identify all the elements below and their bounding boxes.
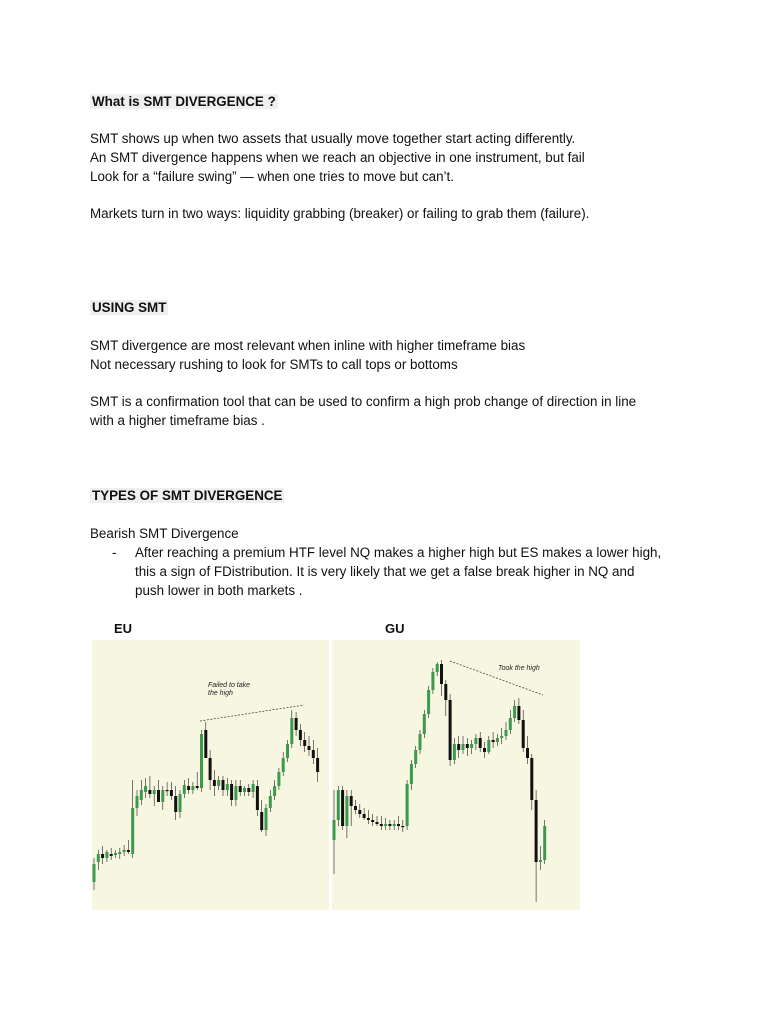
candle-body [230,784,233,800]
candlestick [393,820,396,830]
candle-body [410,764,413,784]
candle-body [93,864,96,882]
candlestick [226,778,229,796]
candle-body [161,790,164,802]
candlestick [123,845,126,856]
candle-body [522,720,525,748]
candlestick [479,732,482,752]
candlestick [367,810,370,824]
candle-body [131,808,134,854]
candle-body [393,824,396,826]
candlestick [526,736,529,764]
candlestick [97,850,100,870]
bullet-line: push lower in both markets . [135,583,303,598]
candle-body [308,746,311,750]
candlestick [118,848,121,859]
candle-body [110,854,113,856]
paragraph-line: Look for a “failure swing” — when one tries to move but can’t. [90,169,454,184]
candle-body [436,664,439,672]
candle-body [453,744,456,760]
candlestick [358,804,361,818]
candlestick [303,732,306,752]
candlestick [397,816,400,830]
candlestick [299,724,302,746]
candlestick [140,780,143,805]
candle-body [217,780,220,786]
candlestick [333,790,336,874]
candlestick [260,800,263,832]
candlestick [350,790,353,826]
candlestick [308,736,311,756]
candlestick [191,782,194,794]
candlestick [174,786,177,820]
candlestick [286,740,289,762]
candlestick [363,808,366,820]
candle-body [286,744,289,758]
bullet-marker: - [112,545,117,560]
candle-body [358,810,361,814]
candlestick [110,848,113,860]
candlestick [371,814,374,826]
candle-body [183,785,186,794]
candle-body [153,790,156,794]
candle-body [470,744,473,748]
candle-body [243,788,246,792]
candle-body [265,808,268,830]
candlestick [114,850,117,858]
candlestick [252,780,255,798]
candlestick [131,780,134,858]
candle-body [148,790,151,794]
candlestick [209,750,212,790]
candlestick [388,820,391,830]
bullet-line: After reaching a premium HTF level NQ makes a higher high but ES makes a lower high, [135,545,662,560]
candle-body [260,812,263,830]
candlestick [239,780,242,796]
candlestick [530,754,533,810]
candle-body [419,734,422,750]
candlestick [200,730,203,792]
paragraph-line: Not necessary rushing to look for SMTs to call tops or bottoms [90,357,458,372]
candle-body [449,700,452,760]
candle-body [462,744,465,750]
candlestick [153,786,156,806]
candlestick [234,780,237,806]
bullet-line: this a sign of FDistribution. It is very likely that we get a false break higher in NQ and [135,564,635,579]
subheading-bearish-smt: Bearish SMT Divergence [90,526,239,541]
candle-body [234,786,237,800]
candlestick [470,740,473,754]
candle-body [380,824,383,826]
candlestick [269,790,272,812]
candlestick [136,790,139,816]
candle-body [157,790,160,802]
eu-divergence-line [200,705,304,721]
candlestick [148,776,151,798]
eu-chart-canvas [92,640,329,910]
candle-body [174,796,177,812]
candle-body [384,824,387,826]
paragraph-line: with a higher timeframe bias . [90,413,265,428]
candle-body [406,784,409,826]
candle-body [337,790,340,820]
candlestick [487,736,490,754]
candle-body [312,750,315,758]
candle-body [303,740,306,746]
candlestick [440,660,443,696]
candle-body [371,820,374,822]
candlestick [483,742,486,758]
candlestick [462,736,465,754]
section-heading-what-is-smt: What is SMT DIVERGENCE ? [92,94,276,109]
candle-body [226,784,229,790]
candle-body [367,818,370,820]
candlestick [337,786,340,826]
candle-body [222,780,225,790]
candlestick [170,782,173,800]
paragraph-line: An SMT divergence happens when we reach an objective in one instrument, but fail [90,150,585,165]
candlestick [265,804,268,836]
candle-body [474,738,477,744]
eu-annotation: the high [208,690,233,697]
eu-candlestick-chart [92,640,329,910]
candlestick [277,768,280,790]
candle-body [401,826,404,827]
candle-body [114,853,117,855]
candle-body [105,852,108,858]
candle-body [505,730,508,736]
candlestick [517,698,520,724]
candlestick [312,740,315,764]
candlestick [183,780,186,798]
candle-body [256,786,259,810]
candlestick [406,780,409,830]
candle-body [213,780,216,786]
candle-body [299,730,302,740]
candlestick [247,784,250,796]
paragraph-line: SMT divergence are most relevant when inline with higher timeframe bias [90,338,526,353]
candle-body [539,860,542,862]
candlestick [316,748,319,782]
candle-body [517,706,520,720]
candlestick [431,668,434,694]
candle-body [363,814,366,818]
candlestick [419,730,422,754]
candlestick [449,694,452,766]
candle-body [414,750,417,764]
candle-body [144,786,147,792]
candle-body [140,790,143,800]
candlestick [513,700,516,722]
candlestick [423,710,426,738]
candle-body [196,786,199,788]
candle-body [282,758,285,772]
candle-body [543,826,546,860]
candle-body [290,718,293,744]
candle-body [179,794,182,812]
candle-body [483,748,486,752]
paragraph-line: SMT is a confirmation tool that can be used to confirm a high prob change of direction in line [90,394,637,409]
chart-label-gu: GU [385,621,405,636]
candle-body [509,718,512,730]
gu-annotation: Took the high [498,665,540,672]
candle-body [354,806,357,810]
candlestick [161,786,164,810]
candlestick [196,772,199,790]
candlestick [509,710,512,734]
candle-body [341,790,344,826]
candlestick [492,732,495,748]
candle-body [513,706,516,718]
candle-body [316,758,319,772]
candlestick [466,738,469,756]
candle-body [333,820,336,840]
candlestick [539,846,542,870]
candlestick [187,778,190,794]
candlestick [290,710,293,748]
eu-annotation: Failed to take [208,682,251,689]
candlestick [341,786,344,830]
candlestick [295,712,298,736]
candle-body [200,734,203,788]
candlestick [384,818,387,830]
candlestick [543,820,546,864]
candle-body [273,786,276,796]
candle-body [239,786,242,792]
candle-body [295,718,298,730]
gu-candlestick-chart [332,640,580,910]
candle-body [440,664,443,684]
candlestick [427,686,430,718]
candle-body [247,788,250,792]
candle-body [350,796,353,806]
candle-body [101,854,104,858]
candlestick [522,710,525,752]
candle-body [487,740,490,752]
candlestick [101,846,104,864]
candle-body [170,790,173,796]
candle-body [376,822,379,824]
candle-body [123,850,126,852]
candle-body [345,796,348,826]
candlestick [457,736,460,758]
candle-body [431,672,434,690]
candlestick [213,770,216,796]
candlestick [256,780,259,816]
candle-body [136,796,139,808]
candle-body [118,852,121,854]
candlestick [345,790,348,838]
candle-body [444,684,447,700]
candle-body [526,748,529,758]
candlestick [230,780,233,806]
candle-body [269,796,272,808]
candlestick [535,790,538,902]
candle-body [209,758,212,780]
candlestick [505,722,508,740]
candle-body [166,790,169,791]
chart-label-eu: EU [114,621,133,636]
candlestick [179,790,182,818]
candle-body [423,714,426,734]
candle-body [500,736,503,738]
candle-body [535,800,538,862]
candlestick [157,780,160,802]
paragraph-line: SMT shows up when two assets that usually move together start acting differently. [90,131,576,146]
candlestick [474,734,477,750]
candle-body [492,740,495,742]
candlestick [496,734,499,746]
candle-body [127,850,130,852]
candle-body [530,758,533,800]
candlestick [127,840,130,854]
candlestick [282,752,285,776]
candlestick [444,680,447,716]
candlestick [217,776,220,790]
candle-body [397,824,400,826]
candlestick [204,722,207,758]
candlestick [93,858,96,890]
candlestick [401,820,404,832]
candlestick [166,782,169,796]
candlestick [436,662,439,676]
candlestick [410,760,413,790]
candlestick [105,850,108,862]
candlestick [144,778,147,798]
candlestick [453,738,456,764]
section-heading-types: TYPES OF SMT DIVERGENCE [92,488,283,503]
candle-body [187,786,190,790]
candle-body [252,784,255,792]
candlestick [380,816,383,830]
candlestick [243,786,246,796]
candle-body [97,854,100,862]
candle-body [204,730,207,758]
candlestick [500,728,503,744]
candlestick [414,746,417,768]
candle-body [191,786,194,790]
candlestick [376,816,379,826]
candle-body [388,824,391,826]
candle-body [277,772,280,786]
candle-body [496,738,499,742]
candlestick [354,800,357,814]
candle-body [466,744,469,748]
candlestick [273,780,276,800]
gu-chart-canvas [332,640,580,910]
candlestick [222,776,225,796]
candle-body [427,690,430,714]
section-heading-using-smt: USING SMT [92,300,167,315]
candle-body [479,738,482,748]
candle-body [457,744,460,750]
paragraph-line: Markets turn in two ways: liquidity grabbing (breaker) or failing to grab them (failure). [90,206,590,221]
